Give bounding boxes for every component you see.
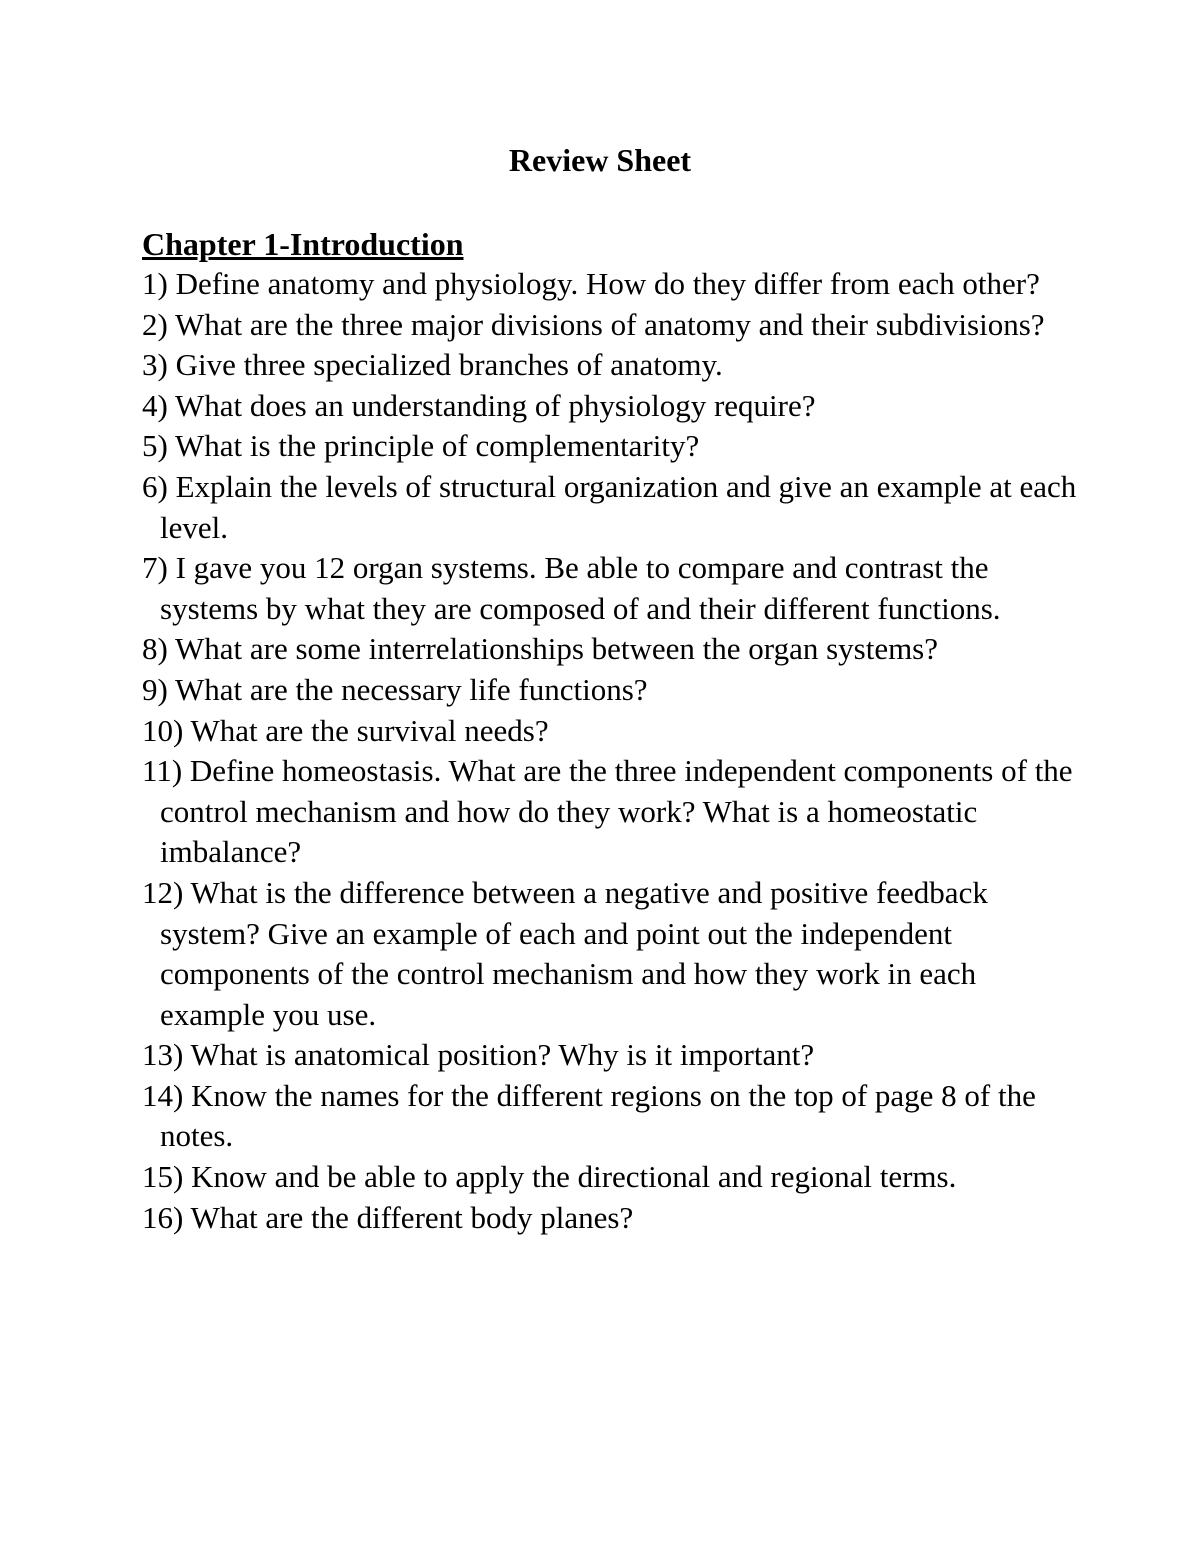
question-item: 16) What are the different body planes? (142, 1199, 634, 1235)
question-item: 12) What is the difference between a negative and positive feedback system? Give an example of each and point out the independent components of the control mechanism and how they work in each example you use. (142, 874, 988, 1032)
question-list (142, 264, 1082, 1238)
question-item: 13) What is anatomical position? Why is it important? (142, 1037, 815, 1073)
question-item: 7) I gave you 12 organ systems. Be able to compare and contrast the systems by what they are composed of and their different functions. (142, 550, 1001, 626)
question-item: 6) Explain the levels of structural organization and give an example at each level. (142, 468, 1077, 545)
page-title: Review Sheet (508, 142, 692, 178)
document-page (142, 140, 1082, 1238)
chapter-heading: Chapter 1-Introduction (142, 226, 464, 262)
question-item: 8) What are some interrelationships between the organ systems? (142, 631, 939, 667)
question-item: 2) What are the three major divisions of anatomy and their subdivisions? (142, 306, 1045, 342)
question-item: 5) What is the principle of complementarity? (142, 428, 700, 464)
question-item: 3) Give three specialized branches of anatomy. (142, 347, 723, 383)
question-item: 9) What are the necessary life functions? (142, 671, 648, 707)
question-item: 11) Define homeostasis. What are the three independent components of the control mechanism and how do they work? What is a homeostatic imbalance? (142, 753, 1073, 870)
question-item: 4) What does an understanding of physiology require? (142, 387, 816, 423)
question-item: 14) Know the names for the different regions on the top of page 8 of the notes. (142, 1077, 1036, 1154)
question-item: 10) What are the survival needs? (142, 712, 549, 748)
question-item: 15) Know and be able to apply the directional and regional terms. (142, 1159, 957, 1195)
question-item: 1) Define anatomy and physiology. How do they differ from each other? (142, 266, 1040, 301)
